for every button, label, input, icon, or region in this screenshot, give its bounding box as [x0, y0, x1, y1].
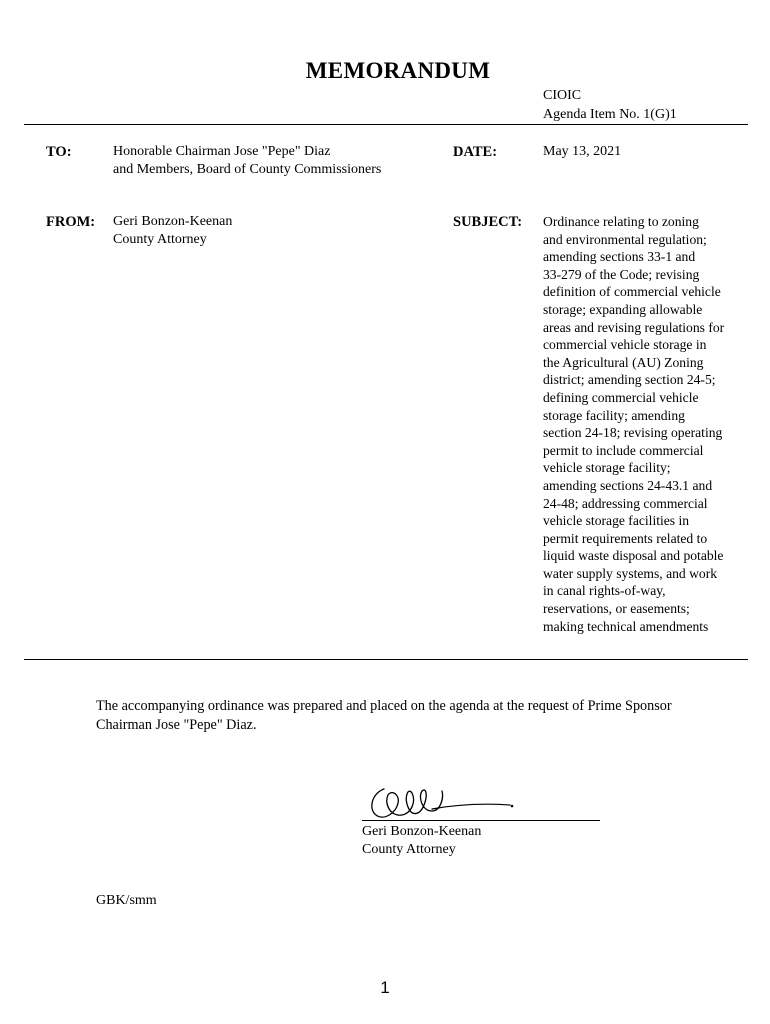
subject-line: 24-48; addressing commercial — [543, 495, 708, 511]
subject-line: Ordinance relating to zoning — [543, 214, 699, 229]
date-value: May 13, 2021 — [543, 144, 622, 159]
to-line-1: Honorable Chairman Jose "Pepe" Diaz — [113, 144, 331, 159]
subject-line: vehicle storage facilities in — [543, 513, 690, 529]
to-label: TO: — [46, 144, 72, 160]
signer-block — [362, 823, 481, 859]
subject-line: defining commercial vehicle — [543, 389, 699, 405]
subject-line: water supply systems, and work — [543, 565, 718, 581]
signer-title: County Attorney — [362, 842, 456, 857]
from-sender — [113, 213, 232, 249]
subject-line: storage; expanding allowable — [543, 301, 703, 317]
subject-line: 33-279 of the Code; revising — [543, 266, 700, 282]
subject-line: section 24-18; revising operating — [543, 425, 723, 441]
subject-line: amending sections 24-43.1 and — [543, 477, 713, 493]
subject-line: district; amending section 24-5; — [543, 372, 716, 388]
signature-line — [362, 820, 600, 821]
agenda-item-number: Agenda Item No. 1(G)1 — [543, 107, 677, 122]
subject-line: making technical amendments — [543, 618, 709, 634]
handwritten-signature — [362, 775, 532, 823]
from-line-2: County Attorney — [113, 232, 207, 247]
date-label: DATE: — [453, 144, 498, 160]
subject-text — [543, 213, 751, 635]
subject-line: liquid waste disposal and potable — [543, 548, 724, 564]
to-line-2: and Members, Board of County Commissioners — [113, 162, 382, 177]
page-number: 1 — [380, 978, 390, 997]
body-line-1: The accompanying ordinance was prepared and placed on the agenda at the request of Prime Sponsor — [96, 698, 672, 714]
subject-line: storage facility; amending — [543, 407, 685, 423]
signer-name: Geri Bonzon-Keenan — [362, 824, 482, 839]
from-label: FROM: — [46, 214, 96, 230]
subject-line: and environmental regulation; — [543, 231, 707, 247]
subject-line: permit requirements related to — [543, 530, 708, 546]
memo-title: MEMORANDUM — [305, 58, 491, 83]
from-line-1: Geri Bonzon-Keenan — [113, 214, 233, 229]
memo-body — [96, 697, 736, 734]
subject-line: permit to include commercial — [543, 442, 704, 458]
subject-label: SUBJECT: — [453, 214, 523, 230]
subject-line: areas and revising regulations for — [543, 319, 725, 335]
typist-initials: GBK/smm — [96, 893, 157, 908]
subject-line: vehicle storage facility; — [543, 460, 671, 476]
body-line-2: Chairman Jose "Pepe" Diaz. — [96, 716, 257, 733]
subject-line: reservations, or easements; — [543, 601, 690, 617]
subject-line: definition of commercial vehicle — [543, 284, 721, 300]
subject-line: in canal rights-of-way, — [543, 583, 666, 599]
subject-line: commercial vehicle storage in — [543, 337, 707, 353]
subject-line: amending sections 33-1 and — [543, 249, 696, 265]
to-recipient — [113, 143, 381, 179]
ref-code: CIOIC — [543, 88, 582, 103]
subject-line: the Agricultural (AU) Zoning — [543, 354, 704, 370]
header-rule — [24, 124, 748, 125]
section-rule — [24, 659, 748, 660]
